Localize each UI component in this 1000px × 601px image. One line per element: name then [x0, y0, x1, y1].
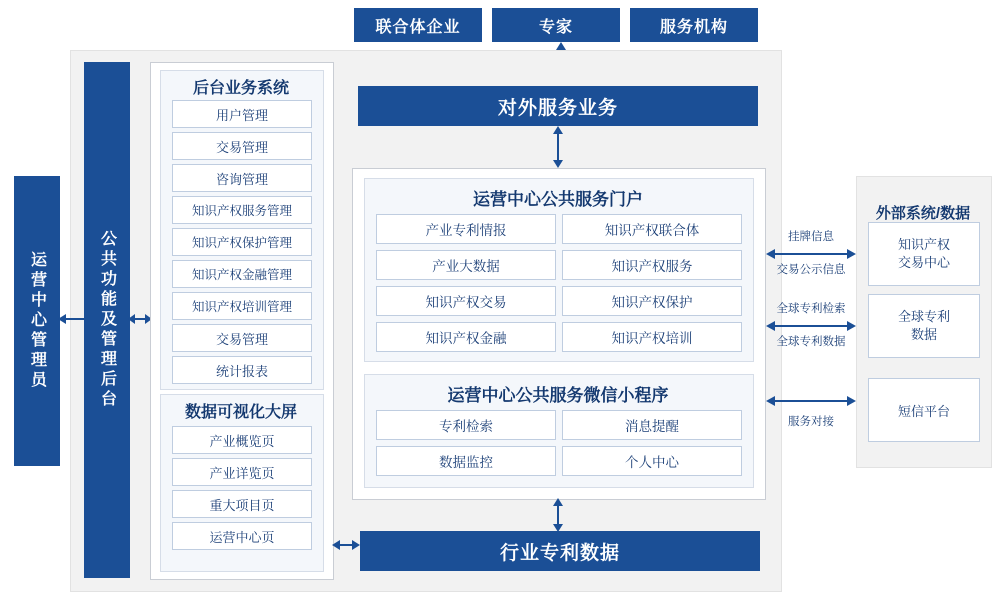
portal-item-ip-protection[interactable] [562, 286, 742, 316]
arrow-to-sms-platform [766, 392, 856, 410]
cell-label: 知识产权联合体 [604, 223, 700, 238]
portal-item-ip-finance[interactable] [376, 322, 556, 352]
connector-label-listing-info: 挂牌信息 [788, 231, 834, 243]
external-item-ip-trading-center[interactable] [868, 222, 980, 286]
cell-label: 消息提醒 [625, 419, 679, 434]
backend-item-transaction-management[interactable] [172, 132, 312, 160]
cell-label-line1: 知识产权 [897, 237, 950, 252]
portal-item-ip-transaction[interactable] [376, 286, 556, 316]
visual-item-industry-overview[interactable] [172, 426, 312, 454]
connector-label-service-integration: 服务对接 [788, 416, 834, 428]
top-entity-service-org[interactable] [630, 8, 758, 42]
cell-label-line2: 数据 [910, 327, 937, 342]
cell-label-line2: 交易中心 [897, 255, 950, 270]
cell-label: 知识产权金融 [425, 331, 507, 346]
top-entity-label: 服务机构 [659, 18, 728, 36]
backend-item-ip-protection-management[interactable] [172, 228, 312, 256]
backend-item-transaction-management-2[interactable] [172, 324, 312, 352]
public-service-portal-title: 运营中心公共服务门户 [473, 189, 643, 209]
connector-label-global-patent-data: 全球专利数据 [776, 336, 846, 348]
external-systems-title: 外部系统/数据 [875, 204, 971, 222]
cell-label: 知识产权金融管理 [191, 268, 292, 282]
cell-label: 知识产权保护 [611, 295, 693, 310]
external-item-global-patent-data[interactable] [868, 294, 980, 358]
cell-label: 知识产权服务管理 [191, 204, 292, 218]
top-entity-label: 专家 [538, 18, 573, 36]
visual-item-industry-detail[interactable] [172, 458, 312, 486]
cell-label: 交易管理 [215, 139, 268, 155]
arrow-visual-to-industry-data [332, 536, 360, 554]
top-entity-expert[interactable] [492, 8, 620, 42]
backend-business-system-title: 后台业务系统 [192, 79, 289, 97]
cell-label: 知识产权培训管理 [191, 300, 292, 314]
common-function-backend-label: 公共功能及管理后台 [98, 230, 116, 410]
cell-label: 产业概览页 [209, 433, 275, 449]
data-visualization-title: 数据可视化大屏 [184, 403, 297, 421]
portal-item-patent-intel[interactable] [376, 214, 556, 244]
cell-label: 短信平台 [897, 403, 950, 419]
cell-label: 数据监控 [439, 455, 493, 470]
cell-label: 产业详览页 [209, 465, 275, 481]
visual-item-operation-center[interactable] [172, 522, 312, 550]
backend-item-ip-service-management[interactable] [172, 196, 312, 224]
external-item-sms-platform[interactable] [868, 378, 980, 442]
top-entity-lianheti[interactable] [354, 8, 482, 42]
connector-label-transaction-public-info: 交易公示信息 [776, 264, 846, 276]
cell-label: 知识产权培训 [611, 331, 693, 346]
arrow-service-to-portal [549, 126, 567, 168]
operation-center-admin-label: 运营中心管理员 [28, 251, 46, 391]
cell-label: 重大项目页 [209, 497, 275, 513]
backend-item-ip-training-management[interactable] [172, 292, 312, 320]
backend-item-consulting-management[interactable] [172, 164, 312, 192]
miniprogram-item-personal-center[interactable] [562, 446, 742, 476]
connector-label-global-patent-search: 全球专利检索 [776, 303, 846, 315]
backend-item-ip-finance-management[interactable] [172, 260, 312, 288]
miniprogram-item-message-alert[interactable] [562, 410, 742, 440]
backend-item-user-management[interactable] [172, 100, 312, 128]
cell-label-line1: 全球专利 [897, 309, 950, 324]
top-entity-label: 联合体企业 [375, 18, 461, 36]
visual-item-major-projects[interactable] [172, 490, 312, 518]
industry-patent-data[interactable] [360, 531, 760, 571]
cell-label: 交易管理 [215, 331, 268, 347]
cell-label: 知识产权服务 [611, 259, 693, 274]
cell-label: 产业专利情报 [425, 223, 507, 238]
external-service-business[interactable] [358, 86, 758, 126]
miniprogram-item-data-monitor[interactable] [376, 446, 556, 476]
backend-item-statistics-report[interactable] [172, 356, 312, 384]
portal-item-ip-alliance[interactable] [562, 214, 742, 244]
external-service-label: 对外服务业务 [497, 97, 618, 119]
portal-item-ip-training[interactable] [562, 322, 742, 352]
portal-item-ip-service[interactable] [562, 250, 742, 280]
industry-patent-data-label: 行业专利数据 [499, 542, 620, 564]
cell-label: 统计报表 [215, 363, 268, 379]
cell-label: 专利检索 [439, 419, 493, 434]
operation-center-admin[interactable] [14, 176, 60, 466]
cell-label: 咨询管理 [215, 171, 268, 187]
wechat-miniprogram-title: 运营中心公共服务微信小程序 [447, 385, 669, 405]
arrow-portal-to-industry-data [549, 498, 567, 532]
cell-label: 个人中心 [625, 455, 679, 470]
cell-label: 产业大数据 [432, 259, 500, 274]
cell-label: 知识产权保护管理 [191, 236, 292, 250]
cell-label: 用户管理 [215, 107, 268, 123]
arrow-backend-to-systems [128, 310, 152, 328]
miniprogram-item-patent-search[interactable] [376, 410, 556, 440]
cell-label: 知识产权交易 [425, 295, 507, 310]
common-function-backend[interactable] [84, 62, 130, 578]
cell-label: 运营中心页 [209, 529, 275, 545]
portal-item-industry-bigdata[interactable] [376, 250, 556, 280]
